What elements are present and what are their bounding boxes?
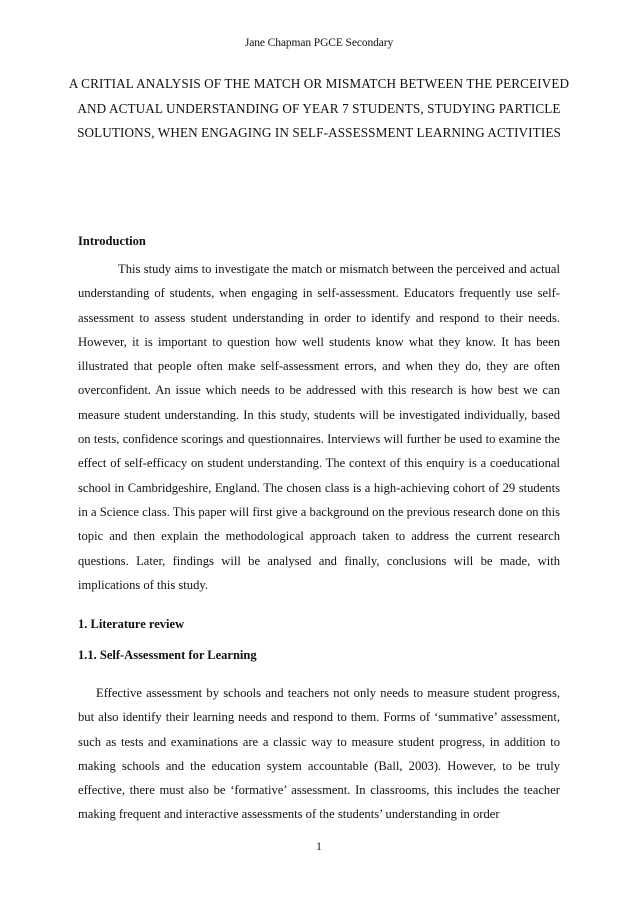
page-number: 1 bbox=[316, 841, 322, 853]
literature-review-heading: 1. Literature review bbox=[78, 617, 185, 631]
self-assessment-subheading: 1.1. Self-Assessment for Learning bbox=[78, 648, 257, 662]
running-header: Jane Chapman PGCE Secondary bbox=[244, 37, 394, 49]
introduction-heading: Introduction bbox=[78, 234, 146, 248]
literature-review-paragraph: Effective assessment by schools and teachers not only needs to measure student progress, but also identify their learning needs and respond to them. Forms of ‘summative’ assessment, such as tests and examinations are a classic way to measure student progress, in addition to making schools and the education system accountable (Ball, 2003). However, to be truly effective, there must also be ‘formative’ assessment. In classrooms, this includes the teacher making frequent and interactive assessments of the students’ understanding in order bbox=[78, 686, 560, 822]
introduction-paragraph: This study aims to investigate the match or mismatch between the perceived and actual understanding of students, when engaging in self-assessment. Educators frequently use self-assessment to assess student understanding in order to identify and respond to their needs. However, it is important to question how well students know what they know. It has been illustrated that people often make self-assessment errors, and when they do, they are often overconfident. An issue which needs to be addressed with this research is how best we can measure student understanding. In this study, students will be investigated individually, based on tests, confidence scorings and questionnaires. Interviews will further be used to examine the effect of self-efficacy on student understanding. The context of this enquiry is a coeducational school in Cambridgeshire, England. The chosen class is a high-achieving cohort of 29 students in a Science class. This paper will first give a background on the previous research done on this topic and then explain the methodological approach taken to address the current research questions. Later, findings will be analysed and finally, conclusions will be made, with implications of this study. bbox=[78, 262, 560, 592]
paper-title: A CRITIAL ANALYSIS OF THE MATCH OR MISMATCH BETWEEN THE PERCEIVED AND ACTUAL UNDERSTANDING OF YEAR 7 STUDENTS, STUDYING PARTICLE SOLUTIONS, WHEN ENGAGING IN SELF-ASSESSMENT LEARNING ACTIVITIES bbox=[68, 76, 570, 140]
